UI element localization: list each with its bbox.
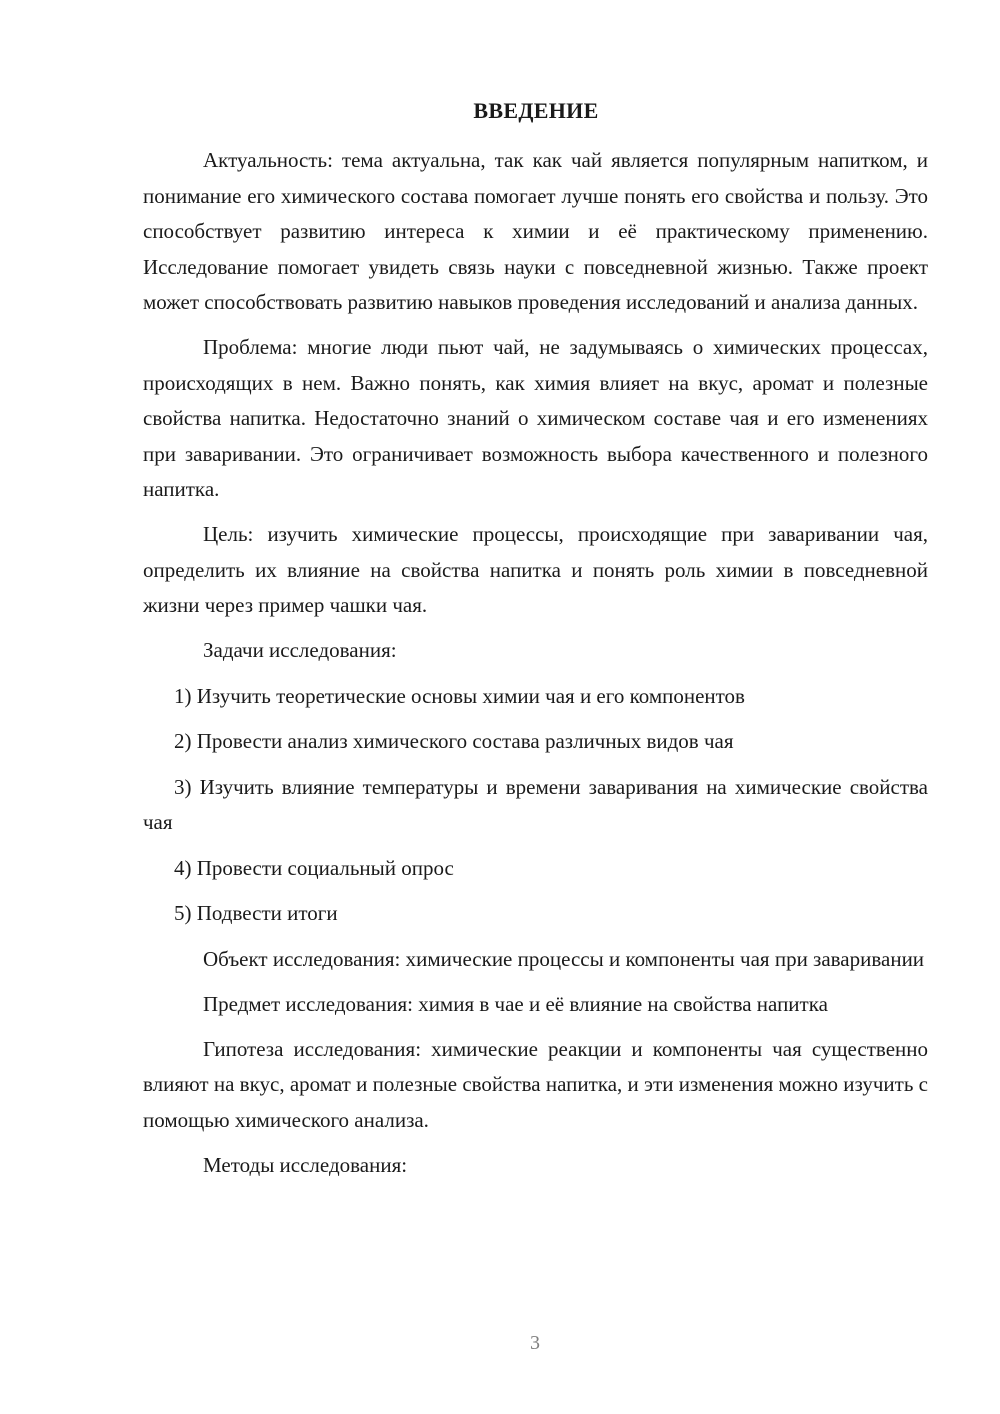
subject-paragraph: Предмет исследования: химия в чае и её влияние на свойства напитка [203,991,828,1016]
task-item-3: 3) Изучить влияние температуры и времени заваривания на химические свойства чая [143,774,928,834]
task-item-4: 4) Провести социальный опрос [174,855,454,880]
document-body [143,143,928,1193]
object-paragraph: Объект исследования: химические процессы и компоненты чая при заваривании [203,946,925,971]
task-item-2: 2) Провести анализ химического состава различных видов чая [174,729,734,753]
relevance-paragraph: Актуальность: тема актуальна, так как чай является популярным напитком, и понимание его химического состава помогает лучше понять его свойства и пользу. Это способствует развитию интереса к химии и её практическому применению. Исследование помогает увидеть связь науки с повседневной жизнью. Также проект может способствовать развитию навыков проведения исследований и анализа данных. [143,148,928,314]
task-item-5: 5) Подвести итоги [174,901,338,925]
hypothesis-paragraph: Гипотеза исследования: химические реакции и компоненты чая существенно влияют на вкус, аромат и полезные свойства напитка, и эти изменения можно изучить с помощью химического анализа. [143,1036,928,1132]
page-number: 3 [530,1332,540,1354]
methods-heading: Методы исследования: [203,1152,408,1177]
goal-paragraph: Цель: изучить химические процессы, происходящие при заваривании чая, определить их влияние на свойства напитка и понять роль химии в повседневной жизни через пример чашки чая. [143,522,928,617]
task-item-1: 1) Изучить теоретические основы химии чая и его компонентов [174,683,745,708]
problem-paragraph: Проблема: многие люди пьют чай, не задумываясь о химических процессах, происходящих в нем. Важно понять, как химия влияет на вкус, аромат и полезные свойства напитка. Недостаточно знаний о химическом составе чая и его изменениях при заваривании. Это ограничивает возможность выбора качественного и полезного напитка. [143,335,928,501]
tasks-heading: Задачи исследования: [203,638,397,662]
page-title: ВВЕДЕНИЕ [473,98,599,123]
